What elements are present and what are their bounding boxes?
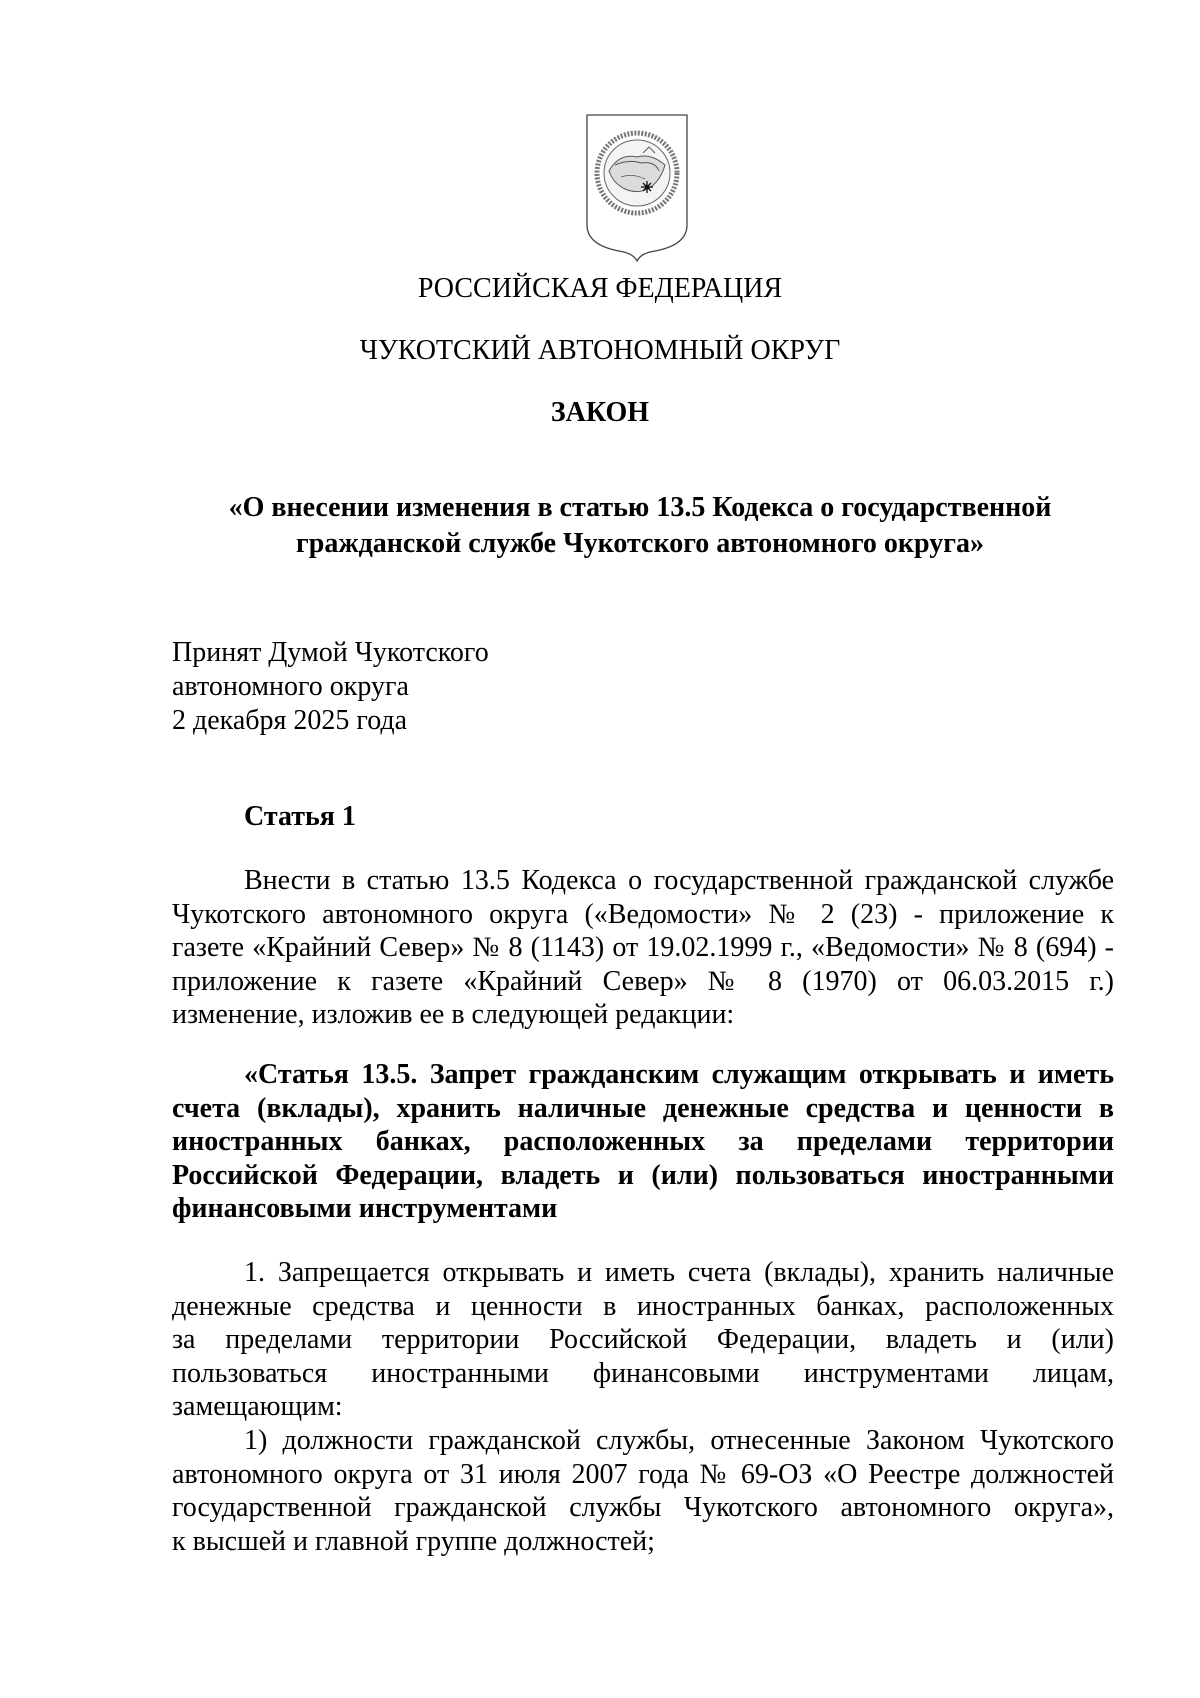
text-line: денежные средства и ценности в иностранных банках, расположенных bbox=[172, 1290, 1114, 1322]
text-line: изменение, изложив ее в следующей редакции: bbox=[172, 999, 735, 1030]
article-1-intro bbox=[172, 864, 1114, 1032]
text-line: к высшей и главной группе должностей; bbox=[172, 1525, 655, 1557]
law-title-line: гражданской службе Чукотского автономного округа» bbox=[296, 528, 984, 559]
subpoint-1 bbox=[172, 1424, 1114, 1558]
text-line: приложение к газете «Крайний Север» № 8 (1970) от 06.03.2015 г.) bbox=[172, 965, 1114, 997]
text-line: 1) должности гражданской службы, отнесенные Законом Чукотского bbox=[244, 1425, 1114, 1456]
text-line: замещающим: bbox=[172, 1391, 343, 1422]
law-title-line: «О внесении изменения в статью 13.5 Кодекса о государственной bbox=[228, 492, 1052, 523]
adoption-line: Принят Думой Чукотского bbox=[172, 637, 489, 668]
text-line: счета (вклады), хранить наличные денежные средства и ценности в bbox=[172, 1092, 1114, 1124]
document-type: ЗАКОН bbox=[550, 397, 650, 428]
text-line: Внести в статью 13.5 Кодекса о государственной гражданской службе bbox=[244, 865, 1114, 896]
country-name: РОССИЙСКАЯ ФЕДЕРАЦИЯ bbox=[417, 273, 783, 304]
text-line: государственной гражданской службы Чукотского автономного округа», bbox=[172, 1492, 1114, 1523]
adoption-line: автономного округа bbox=[172, 671, 409, 702]
text-line: Российской Федерации, владеть и (или) пользоваться иностранными bbox=[172, 1159, 1114, 1191]
text-line: иностранных банках, расположенных за пределами территории bbox=[172, 1126, 1114, 1157]
text-line: финансовыми инструментами bbox=[172, 1193, 558, 1224]
text-line: пользоваться иностранными финансовыми инструментами лицам, bbox=[172, 1357, 1114, 1389]
text-line: 1. Запрещается открывать и иметь счета (вклады), хранить наличные bbox=[244, 1257, 1114, 1288]
text-line: газете «Крайний Север» № 8 (1143) от 19.02.1999 г., «Ведомости» № 8 (694) - bbox=[172, 932, 1114, 963]
quoted-article-heading bbox=[172, 1058, 1114, 1226]
text-line: автономного округа от 31 июля 2007 года № 69-ОЗ «О Реестре должностей bbox=[172, 1458, 1114, 1490]
article-1-heading: Статья 1 bbox=[244, 801, 356, 832]
text-line: за пределами территории Российской Федерации, владеть и (или) bbox=[172, 1324, 1114, 1355]
point-1 bbox=[172, 1256, 1114, 1424]
text-line: «Статья 13.5. Запрет гражданским служащим открывать и иметь bbox=[244, 1059, 1114, 1090]
adoption-info bbox=[172, 636, 489, 738]
text-line: Чукотского автономного округа («Ведомости» № 2 (23) - приложение к bbox=[172, 898, 1114, 930]
law-title bbox=[180, 490, 1100, 562]
adoption-date: 2 декабря 2025 года bbox=[172, 705, 408, 736]
region-name: ЧУКОТСКИЙ АВТОНОМНЫЙ ОКРУГ bbox=[359, 335, 841, 366]
coat-of-arms-emblem bbox=[585, 113, 689, 263]
